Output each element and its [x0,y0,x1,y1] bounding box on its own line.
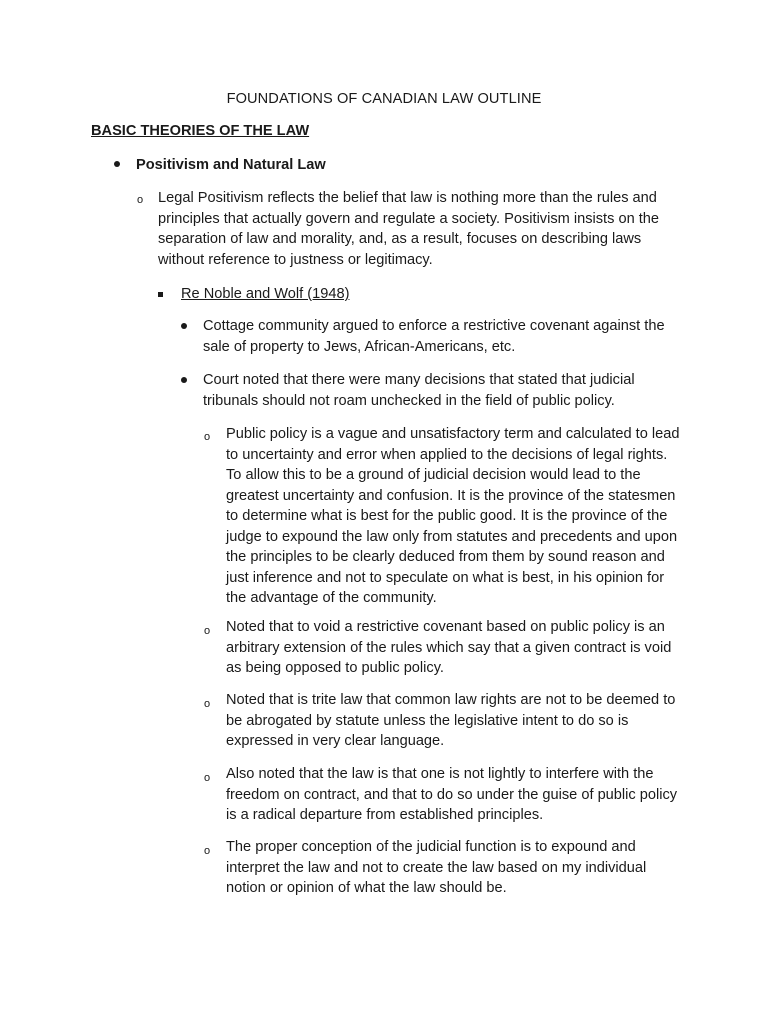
case-name: Re Noble and Wolf (1948) [181,286,350,302]
document-title: FOUNDATIONS OF CANADIAN LAW OUTLINE [226,91,542,107]
case-point: Cottage community argued to enforce a restrictive covenant against the sale of property to Jews, African-Americans, etc. [203,318,665,355]
bullet-disc-icon [181,316,189,336]
sub-point: The proper conception of the judicial function is to expound and interpret the law and not to create the law based on my individual notion or opinion of what the law should be. [226,839,647,896]
section-heading: BASIC THEORIES OF THE LAW [91,123,310,139]
sub-point: Noted that is trite law that common law rights are not to be deemed to be abrogated by statute unless the legislative intent to do so is expressed in very clear language. [226,692,676,749]
sub-point: Noted that to void a restrictive covenant based on public policy is an arbitrary extension of the rules which say that a given contract is void as being opposed to public policy. [226,619,672,676]
case-point: Court noted that there were many decisions that stated that judicial tribunals should not roam unchecked in the field of public policy. [203,372,635,409]
bullet-disc-icon [181,370,189,390]
document-page: FOUNDATIONS OF CANADIAN LAW OUTLINE BASIC THEORIES OF THE LAW Positivism and Natural Law o Legal Positivism reflects the belief that law is nothing more than the rules and principles that actually govern and regulate a society. Positivism insists on the separation of law and morality, and, as a result, focuses on describing laws without reference to justness or legitimacy. Re Noble and Wolf (1948) Cottage community argued to enforce a restrictive covenant against the sale of property to Jews, African-Americans, etc. Court noted that there were many decisions that stated that judicial tribunals should not roam unchecked in the field of public policy. o Public policy is a vague and unsatisfactory term and calculated to lead to uncertainty and error when applied to the decisions of legal rights. To allow this to be a ground of judicial decision would lead to the greatest uncertainty and confusion. It is the province of the statesmen to determine what is best for the public good. It is the province of the judge to expound the law only from statutes and precedents and upon the principles to be clearly deduced from them by sound reason and just inference and not to speculate on what is best, in his opinion for the advantage of the community. o Noted that to void a restrictive covenant based on public policy is an arbitrary extension of the rules which say that a given contract is void as being opposed to public policy. o Noted that is trite law that common law rights are not to be deemed to be abrogated by statute unless the legislative intent to do so is expressed in very clear language. o Also noted that the law is that one is not lightly to interfere with the freedom on contract, and that to do so under the guise of public policy is a radical departure from established principles. o The proper conception of the judicial function is to expound and interpret the law and not to create the law based on my individual notion or opinion of what the law should be. [0,0,768,1024]
positivism-paragraph: Legal Positivism reflects the belief that law is nothing more than the rules and principles that actually govern and regulate a society. Positivism insists on the separation of law and morality, and, as a result, focuses on describing laws without reference to justness or legitimacy. [158,190,660,268]
bullet-disc-icon [114,154,122,174]
sub-point: Public policy is a vague and unsatisfactory term and calculated to lead to uncertainty and error when applied to the decisions of legal rights. To allow this to be a ground of judicial decision would lead to the greatest uncertainty and confusion. It is the province of the statesmen to determine what is best for the public good. It is the province of the judge to expound the law only from statutes and precedents and upon the principles to be clearly deduced from them by sound reason and just inference and not to speculate on what is best, in his opinion for the advantage of the community. [226,426,680,606]
topic-heading: Positivism and Natural Law [136,157,326,173]
bullet-square-icon [158,284,166,304]
sub-point: Also noted that the law is that one is not lightly to interfere with the freedom on contract, and that to do so under the guise of public policy is a radical departure from established principles. [226,766,678,823]
